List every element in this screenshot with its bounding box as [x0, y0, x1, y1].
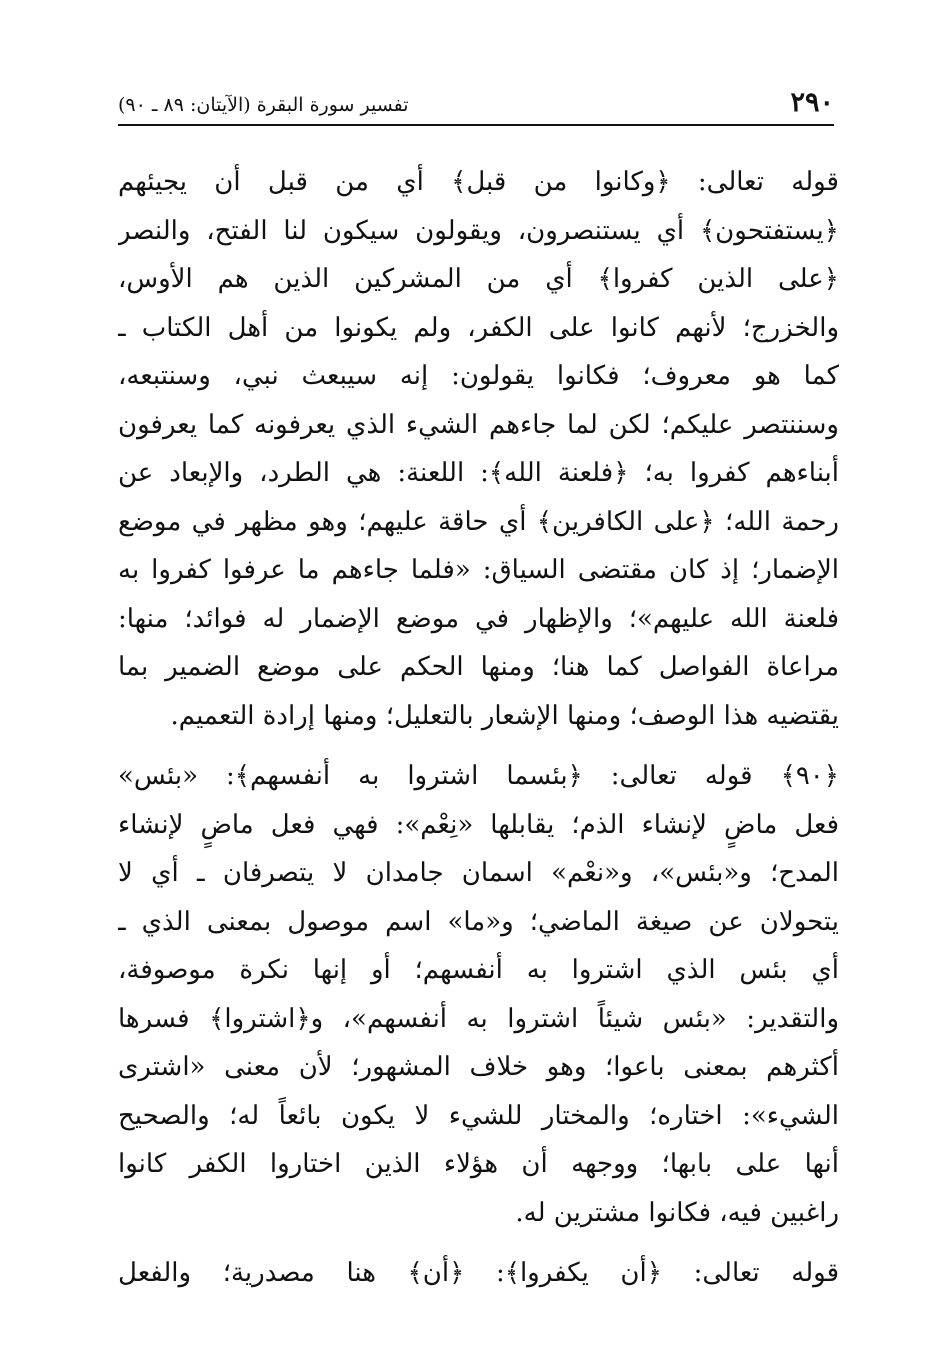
text-line: أنها على بابها؛ ووجهه أن هؤلاء الذين اختاروا الكفر كانوا: [118, 1149, 839, 1179]
text-line: أبناءهم كفروا به؛ ﴿فلعنة الله﴾: اللعنة: هي الطرد، والإبعاد عن: [118, 458, 839, 488]
text-line: رحمة الله؛ ﴿على الكافرين﴾ أي حاقة عليهم؛ وهو مظهر في موضع: [118, 506, 839, 537]
text-line: راغبين فيه، فكانوا مشترين له.: [515, 1197, 839, 1228]
text-line: قوله تعالى: ﴿أن يكفروا﴾: ﴿أن﴾ هنا مصدرية؛ والفعل: [118, 1258, 839, 1288]
text-line: ﴿يستفتحون﴾ أي يستنصرون، ويقولون سيكون لنا الفتح، والنصر: [118, 215, 839, 246]
paragraph-gap: [118, 740, 839, 752]
text-line: أي بئس الذي اشتروا به أنفسهم؛ أو إنها نكرة موصوفة،: [118, 955, 839, 985]
paragraph: [118, 158, 839, 740]
page-header: [118, 86, 834, 126]
text-line: قوله تعالى: ﴿وكانوا من قبل﴾ أي من قبل أن يجيئهم: [118, 167, 839, 197]
text-line: والخزرج؛ لأنهم كانوا على الكفر، ولم يكونوا من أهل الكتاب ـ: [118, 312, 839, 343]
paragraph-gap: [118, 1237, 839, 1249]
paragraph: [118, 1249, 839, 1298]
text-line: فلعنة الله عليهم»؛ والإظهار في موضع الإضمار له فوائد؛ منها:: [118, 603, 839, 634]
text-line: ﴿٩٠﴾ قوله تعالى: ﴿بئسما اشتروا به أنفسهم﴾: «بئس»: [118, 761, 839, 791]
text-line: والتقدير: «بئس شيئاً اشتروا به أنفسهم»، و﴿اشتروا﴾ فسرها: [118, 1003, 839, 1034]
text-line: المدح؛ و«بئس»، و«نعْم» اسمان جامدان لا يتصرفان ـ أي لا: [118, 858, 839, 888]
page-body: [118, 158, 839, 1298]
text-line: فعل ماضٍ لإنشاء الذم؛ يقابلها «نِعْم»: فهي فعل ماضٍ لإنشاء: [118, 809, 839, 840]
running-title: تفسير سورة البقرة (الآيتان: ٨٩ ـ ٩٠): [118, 94, 409, 116]
text-line: الإضمار؛ إذ كان مقتضى السياق: «فلما جاءهم ما عرفوا كفروا به: [118, 555, 839, 585]
text-line: مراعاة الفواصل كما هنا؛ ومنها الحكم على موضع الضمير بما: [118, 652, 839, 682]
page-number: ٢٩٠: [790, 87, 834, 118]
text-line: ﴿على الذين كفروا﴾ أي من المشركين الذين هم الأوس،: [118, 264, 839, 294]
text-line: الشيء»: اختاره؛ والمختار للشيء لا يكون بائعاً له؛ والصحيح: [118, 1100, 839, 1131]
text-line: وسننتصر عليكم؛ لكن لما جاءهم الشيء الذي يعرفونه كما يعرفون: [118, 409, 839, 440]
paragraph: [118, 752, 839, 1237]
text-line: كما هو معروف؛ فكانوا يقولون: إنه سيبعث نبي، وسنتبعه،: [118, 361, 839, 391]
text-line: يقتضيه هذا الوصف؛ ومنها الإشعار بالتعليل؛ ومنها إرادة التعميم.: [170, 700, 839, 731]
text-line: أكثرهم بمعنى باعوا؛ وهو خلاف المشهور؛ لأن معنى «اشترى: [118, 1052, 839, 1082]
text-line: يتحولان عن صيغة الماضي؛ و«ما» اسم موصول بمعنى الذي ـ: [118, 906, 839, 937]
